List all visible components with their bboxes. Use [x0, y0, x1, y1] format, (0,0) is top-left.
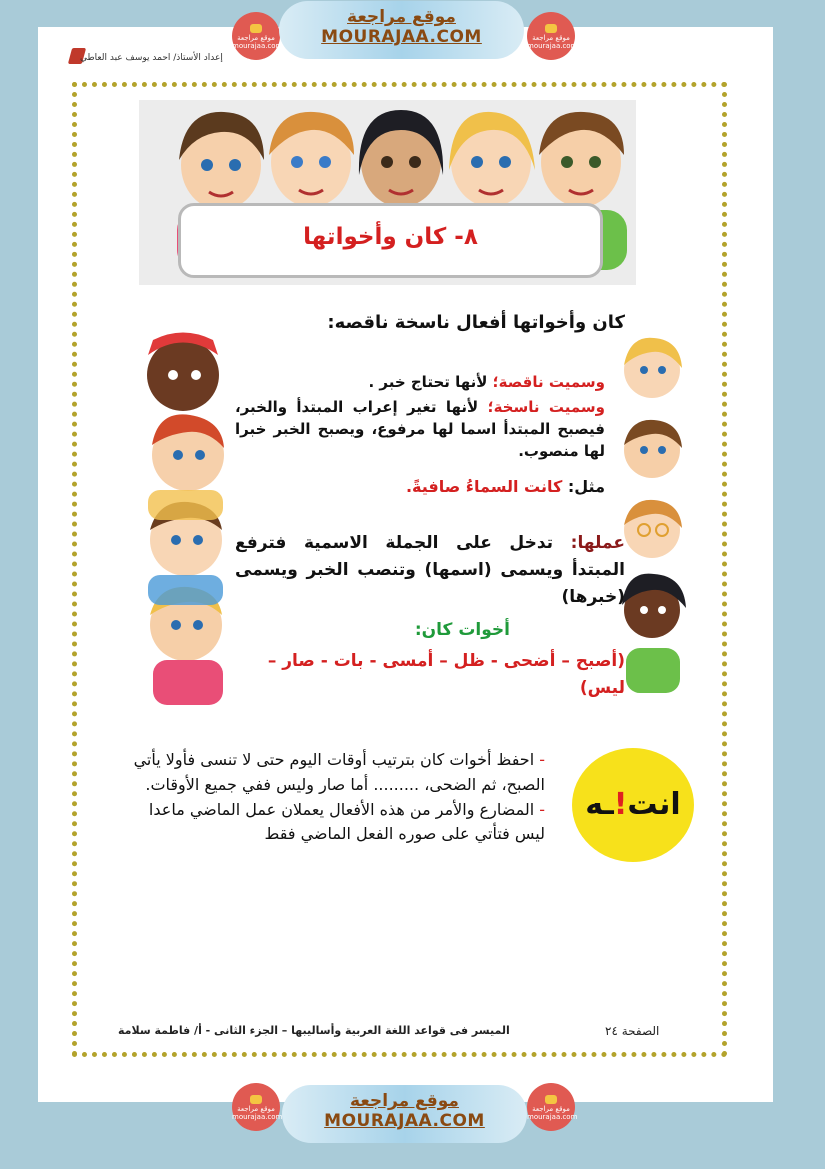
- site-header-link[interactable]: [279, 1, 524, 59]
- badge-text: موقع مراجعة: [237, 1105, 275, 1113]
- side-kids-image: [620, 330, 688, 700]
- example-line: [235, 477, 627, 496]
- badge-text: موقع مراجعة: [532, 34, 570, 42]
- badge-url: mourajaa.com: [232, 41, 283, 50]
- badge-text: موقع مراجعة: [237, 34, 275, 42]
- note-item: - احفظ أخوات كان بترتيب أوقات اليوم حتى لا تنسى فأولا يأتي الصبح، ثم الضحى، ......... أما صار وليس ففي جميع الأوقات.: [133, 750, 545, 794]
- work-text: تدخل على الجملة الاسمية فترفع المبتدأ ويسمى (اسمها) وتنصب الخبر ويسمى (خبرها): [235, 533, 625, 608]
- site-name-en: MOURAJAA.COM: [321, 27, 482, 47]
- title-board: [178, 203, 603, 278]
- author-signature: إعداد الأستاذ/ احمد يوسف عبد العاطي: [80, 53, 223, 63]
- sisters-heading: أخوات كان:: [414, 620, 510, 640]
- point-1: [235, 372, 627, 394]
- point-2-label: وسميت ناسخة؛: [487, 398, 605, 416]
- example-label: مثل:: [567, 477, 605, 496]
- note-text: المضارع والأمر من هذه الأفعال يعملان عمل الماضي ماعدا ليس فتأتي على صوره الفعل الماضي فقط: [148, 799, 545, 844]
- example-text: كانت السماءُ صافيةً.: [405, 477, 568, 496]
- notes-list: [120, 748, 545, 847]
- site-name-en: MOURAJAA.COM: [324, 1111, 485, 1131]
- page-number: الصفحة ٢٤: [605, 1024, 660, 1038]
- work-label: عملها:: [570, 533, 625, 553]
- point-1-label: وسميت ناقصة؛: [492, 373, 605, 391]
- site-badge-icon[interactable]: [527, 12, 578, 60]
- note-item: - المضارع والأمر من هذه الأفعال يعملان عمل الماضي ماعدا ليس فتأتي على صوره الفعل الماضي فقط: [148, 799, 545, 844]
- badge-url: mourajaa.com: [527, 1112, 578, 1121]
- notice-badge: [572, 748, 694, 862]
- side-kids-image: [118, 330, 236, 710]
- point-2-text: لأنها تغير إعراب المبتدأ والخبر، فيصبح المبتدأ اسما لها مرفوع، ويصبح الخبر خبرا لها منصوب.: [235, 398, 605, 460]
- work-paragraph: [235, 530, 625, 612]
- badge-url: mourajaa.com: [232, 1112, 283, 1121]
- site-footer-link[interactable]: [282, 1085, 527, 1143]
- notice-before: انت: [627, 787, 681, 822]
- intro-line: كان وأخواتها أفعال ناسخة ناقصه:: [327, 312, 625, 333]
- badge-url: mourajaa.com: [527, 41, 578, 50]
- notice-bang: !: [613, 787, 628, 822]
- site-badge-icon[interactable]: [232, 12, 283, 60]
- lesson-title: ٨- كان وأخواتها: [303, 224, 478, 250]
- site-badge-icon[interactable]: [232, 1083, 283, 1131]
- site-badge-icon[interactable]: [527, 1083, 578, 1131]
- site-name-ar: موقع مراجعة: [350, 1091, 459, 1111]
- point-2: [235, 397, 627, 462]
- notice-after: ـه: [585, 787, 614, 822]
- badge-text: موقع مراجعة: [532, 1105, 570, 1113]
- note-text: احفظ أخوات كان بترتيب أوقات اليوم حتى لا تنسى فأولا يأتي الصبح، ثم الضحى، ......... أما صار وليس ففي جميع الأوقات.: [133, 750, 545, 794]
- sisters-list: (أصبح – أضحى - ظل – أمسى - بات - صار – ليس): [267, 651, 625, 699]
- site-name-ar: موقع مراجعة: [347, 7, 456, 27]
- point-1-text: لأنها تحتاج خبر .: [368, 373, 493, 391]
- footer-book-title: الميسر فى قواعد اللغة العربية وأساليبها – الجزء الثانى - أ/ فاطمة سلامة: [118, 1024, 510, 1037]
